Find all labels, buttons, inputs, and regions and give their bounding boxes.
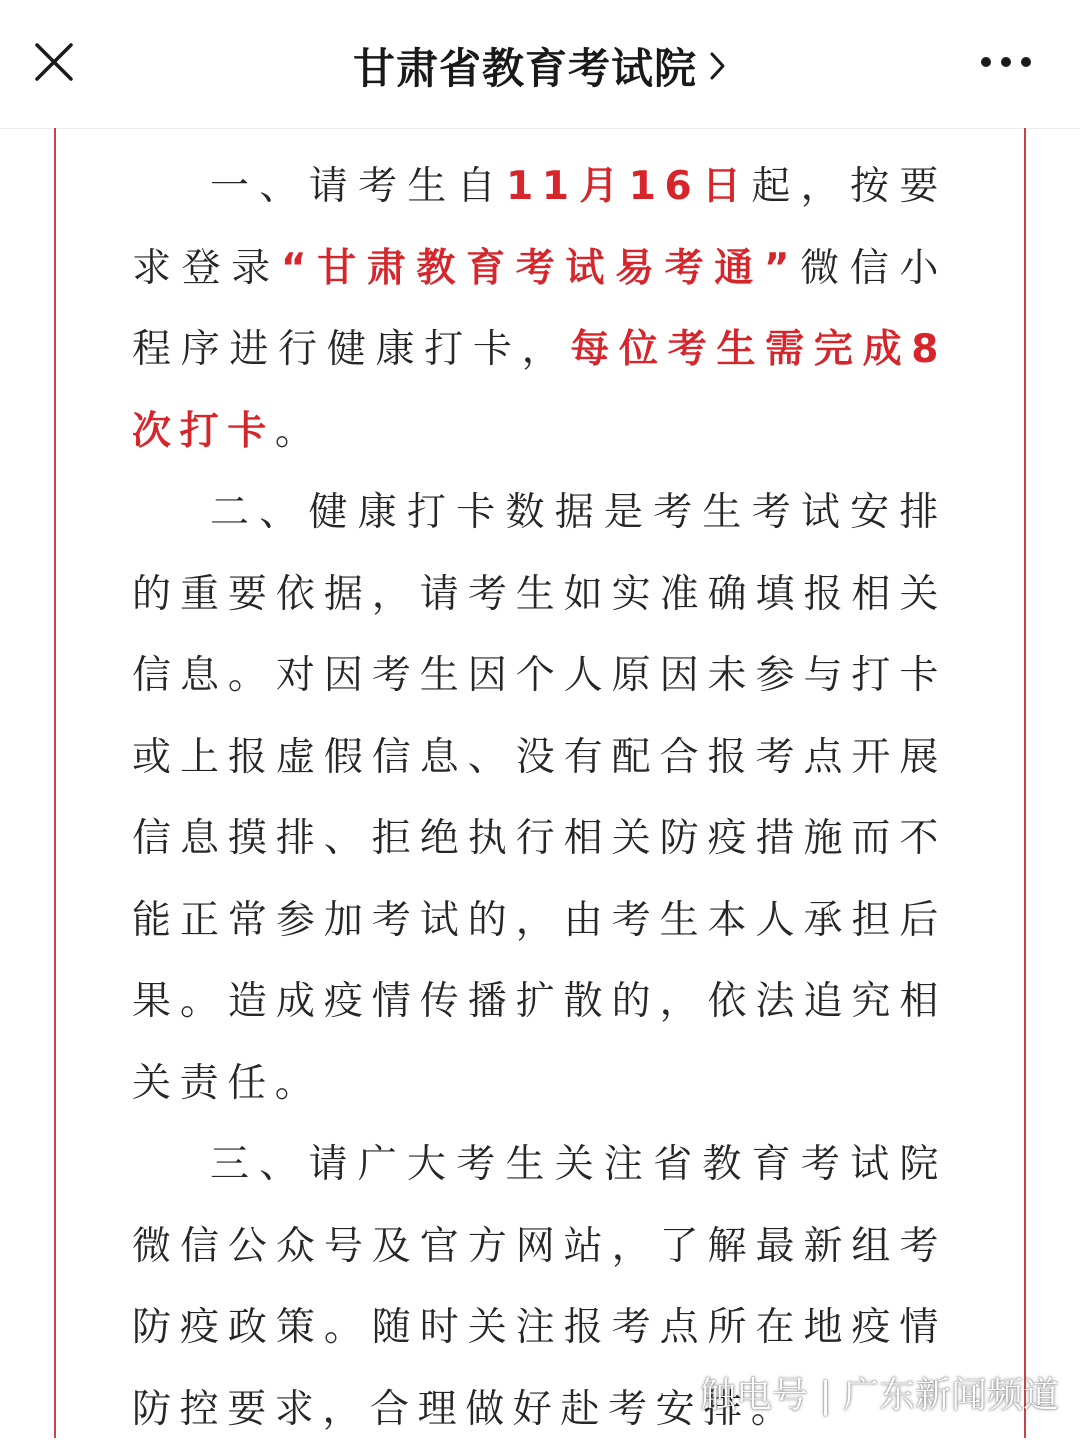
article-content	[132, 146, 947, 1450]
paragraph-2: 二、健康打卡数据是考生考试安排的重要依据，请考生如实准确填报相关信息。对因考生因个人原因未参与打卡或上报虚假信息、没有配合报考点开展信息摸排、拒绝执行相关防疫措施而不能正常参加考试的，由考生本人承担后果。造成疫情传播扩散的，依法追究相关责任。	[132, 490, 947, 1106]
account-name: 甘肃省教育考试院	[352, 44, 697, 93]
p1-text-3: 微信小程序进行健康打卡，	[132, 245, 947, 372]
p1-highlight-checkin-count: 每位考生需完成8次打卡	[132, 327, 948, 454]
p1-text-1: 一、请考生自	[210, 164, 507, 209]
right-frame-border	[1024, 128, 1026, 1438]
paragraph-3: 三、请广大考生关注省教育考试院微信公众号及官方网站，了解最新组考防疫政策。随时关注报考点所在地疫情防控要求，合理做好赴考安排。	[132, 1142, 947, 1432]
chevron-right-icon	[709, 50, 727, 82]
p1-text-4: 。	[274, 408, 323, 454]
more-options-button[interactable]	[968, 30, 1044, 94]
p1-text-2: 起，按要求登录	[132, 164, 947, 291]
close-icon	[34, 42, 74, 82]
left-frame-border	[54, 128, 56, 1438]
p1-highlight-date: 11月16日	[506, 164, 752, 209]
paragraph-1	[132, 146, 947, 472]
top-nav-bar	[0, 0, 1080, 129]
p1-highlight-miniprogram: “甘肃教育考试易考通”	[280, 245, 799, 291]
close-button[interactable]	[22, 30, 86, 94]
source-watermark: 触电号 | 广东新闻频道	[700, 1375, 1060, 1416]
account-title-link[interactable]	[200, 36, 880, 96]
more-icon	[980, 56, 1032, 68]
